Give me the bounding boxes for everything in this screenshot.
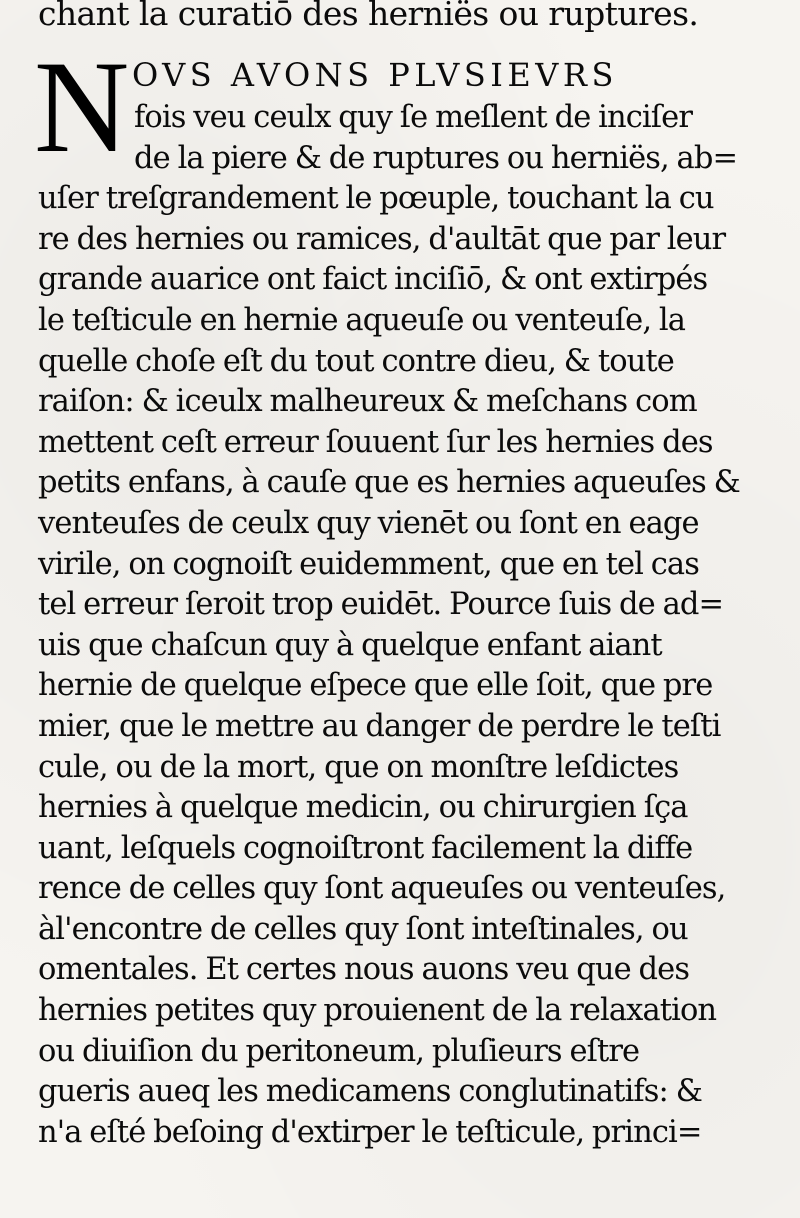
text-line: de la piere & de ruptures ou herniës, ab= [134,140,738,176]
drop-cap-initial: N [34,33,126,180]
text-line: le teſticule en hernie aqueuſe ou venteuſe, la [38,302,686,338]
text-line: n'a eſté beſoing d'extirper le teſticule, princi= [38,1114,702,1150]
text-line: venteuſes de ceulx quy vienēt ou ſont en eage [38,505,699,541]
text-line: ou diuiſion du peritoneum, pluſieurs eſtre [38,1033,640,1069]
text-line: rence de celles quy ſont aqueuſes ou venteuſes, [38,871,726,907]
text-line: uis que chaſcun quy à quelque enfant aiant [38,627,662,663]
text-line: petits enfans, à cauſe que es hernies aqueuſes & [38,465,740,501]
text-line: hernies petites quy prouienent de la relaxation [38,993,717,1029]
text-line: mettent ceſt erreur ſouuent ſur les hernies des [38,424,713,460]
text-line: mier, que le mettre au danger de perdre le teſti [38,708,721,744]
text-line: uant, leſquels cognoiſtront facilement la diffe [38,830,693,866]
text-line: hernies à quelque medicin, ou chirurgien ſça [38,790,688,826]
opening-small-caps: OVS AVONS PLVSIEVRS [132,56,618,94]
chapter-heading-line: chant la curatiō des herniës ou ruptures. [38,0,699,33]
text-line: virile, on cognoiſt euidemment, que en tel cas [38,546,699,582]
text-line: omentales. Et certes nous auons veu que des [38,952,690,988]
text-line: gueris aueq les medicamens conglutinatifs: & [38,1074,702,1110]
text-line: cule, ou de la mort, que on monſtre leſdictes [38,749,679,785]
text-line: grande auarice ont faict inciſiō, & ont extirpés [38,262,708,298]
text-line: uſer treſgrandement le pœuple, touchant la cu [38,181,714,217]
text-line: àl'encontre de celles quy ſont inteſtinales, ou [38,911,688,947]
text-line: re des hernies ou ramices, d'aultāt que par leur [38,221,726,257]
body-text-block [38,98,758,1153]
text-line: raiſon: & iceulx malheureux & meſchans com [38,384,697,420]
text-line: hernie de quelque eſpece que elle ſoit, que pre [38,668,713,704]
text-line: quelle choſe eſt du tout contre dieu, & toute [38,343,674,379]
text-line: fois veu ceulx quy ſe meſlent de inciſer [134,100,693,135]
text-line: tel erreur ſeroit trop euidēt. Pource ſuis de ad= [38,587,724,623]
